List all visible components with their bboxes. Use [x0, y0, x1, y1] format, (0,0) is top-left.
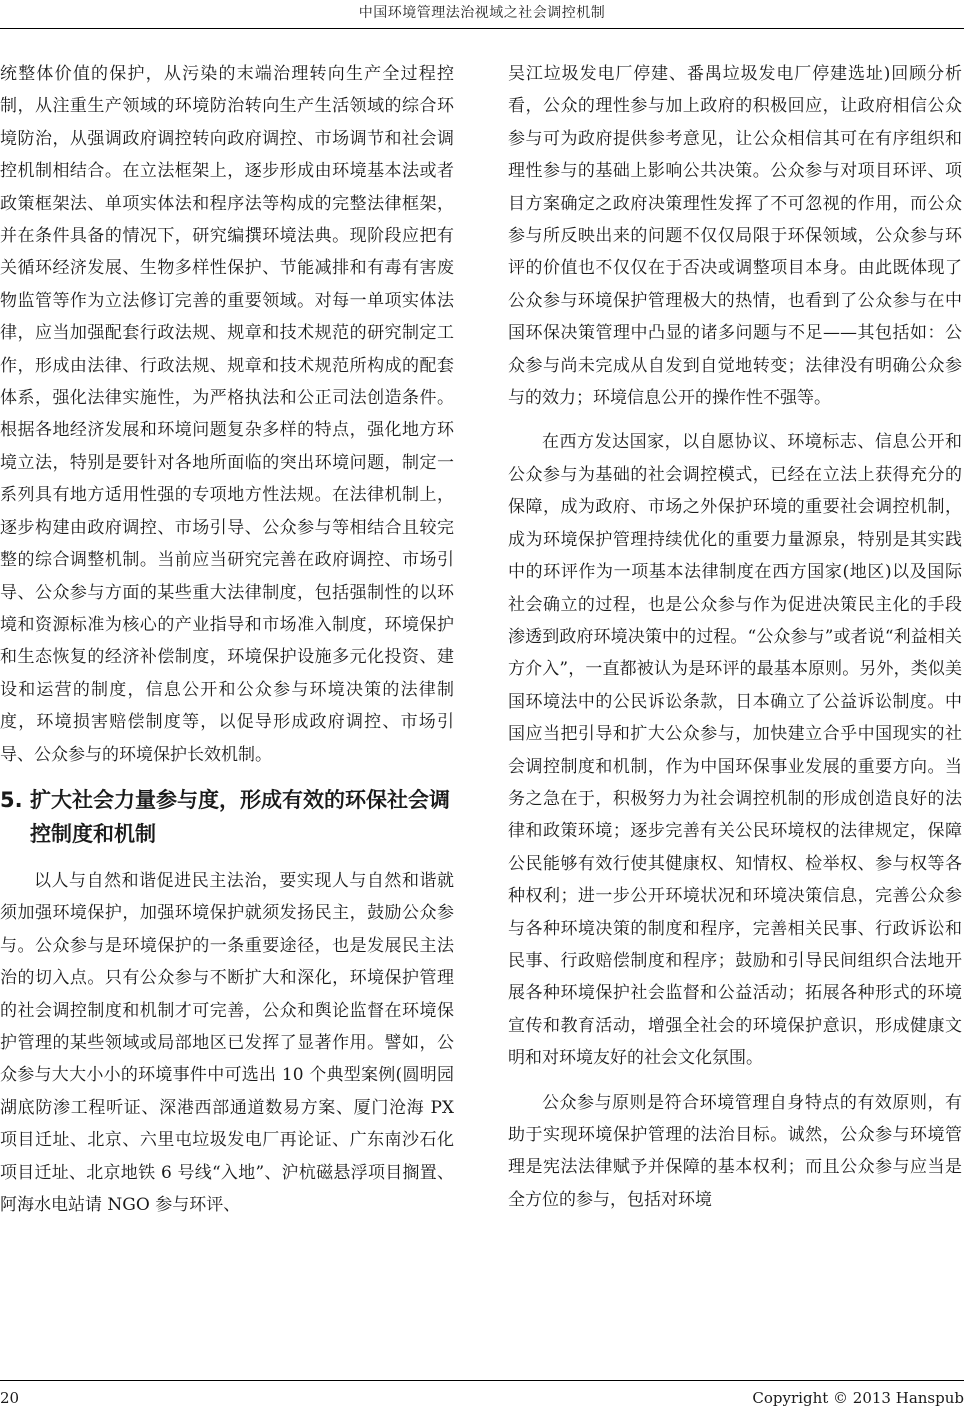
left-column [0, 58, 454, 1368]
left-paragraph-continued: 统整体价值的保护，从污染的末端治理转向生产全过程控制，从注重生产领域的环境防治转向生产生活领域的综合环境防治，从强调政府调控转向政府调控、市场调节和社会调控机制相结合。在立法框架上，逐步形成由环境基本法或者政策框架法、单项实体法和程序法等构成的完整法律框架，并在条件具备的情况下，研究编撰环境法典。现阶段应把有关循环经济发展、生物多样性保护、节能减排和有毒有害废物监管等作为立法修订完善的重要领域。对每一单项实体法律，应当加强配套行政法规、规章和技术规范的研究制定工作，形成由法律、行政法规、规章和技术规范所构成的配套体系，强化法律实施性，为严格执法和公正司法创造条件。根据各地经济发展和环境问题复杂多样的特点，强化地方环境立法，特别是要针对各地所面临的突出环境问题，制定一系列具有地方适用性强的专项地方性法规。在法律机制上，逐步构建由政府调控、市场引导、公众参与等相结合且较完整的综合调整机制。当前应当研究完善在政府调控、市场引导、公众参与方面的某些重大法律制度，包括强制性的以环境和资源标准为核心的产业指导和市场准入制度，环境保护和生态恢复的经济补偿制度，环境保护设施多元化投资、建设和运营的制度，信息公开和公众参与环境决策的法律制度，环境损害赔偿制度等，以促导形成政府调控、市场引导、公众参与的环境保护长效机制。 [0, 64, 454, 765]
running-header: 中国环境管理法治视域之社会调控机制 [358, 5, 606, 21]
footer-divider [0, 1380, 964, 1381]
right-paragraph-public-participation: 公众参与原则是符合环境管理自身特点的有效原则，有助于实现环境保护管理的法治目标。诚然，公众参与环境管理是宪法法律赋予并保障的基本权利；而且公众参与应当是全方位的参与，包括对环境 [508, 1092, 962, 1210]
left-paragraph-section5: 以人与自然和谐促进民主法治，要实现人与自然和谐就须加强环境保护，加强环境保护就须发扬民主，鼓励公众参与。公众参与是环境保护的一条重要途径，也是发展民主法治的切入点。只有公众参与不断扩大和深化，环境保护管理的社会调控制度和机制才可完善，公众和舆论监督在环境保护管理的某些领域或局部地区已发挥了显著作用。譬如，公众参与大大小小的环境事件中可选出 10 个典型案例(圆明园湖底防渗工程听证、深港西部通道数易方案、厦门沧海 PX 项目迁址、北京、六里屯垃圾发电厂再论证、广东南沙石化项目迁址、北京地铁 6 号线“入地”、沪杭磁悬浮项目搁置、阿海水电站请 NGO 参与环评、 [0, 870, 454, 1215]
right-column [508, 58, 962, 1368]
right-paragraph-continued: 吴江垃圾发电厂停建、番禺垃圾发电厂停建选址)回顾分析看，公众的理性参与加上政府的积极回应，让政府相信公众参与可为政府提供参考意见，让公众相信其可在有序组织和理性参与的基础上影响公共决策。公众参与对项目环评、项目方案确定之政府决策理性发挥了不可忽视的作用，而公众参与所反映出来的问题不仅仅局限于环保领域，公众参与环评的价值也不仅仅在于否决或调整项目本身。由此既体现了公众参与环境保护管理极大的热情，也看到了公众参与在中国环保决策管理中凸显的诸多问题与不足——其包括如：公众参与尚未完成从自发到自觉地转变；法律没有明确公众参与的效力；环境信息公开的操作性不强等。 [508, 64, 962, 409]
section-heading [0, 783, 454, 851]
copyright-notice: Copyright © 2013 Hanspub [752, 1389, 964, 1407]
section-title: 扩大社会力量参与度，形成有效的环保社会调控制度和机制 [30, 787, 450, 846]
page-number: 20 [0, 1389, 20, 1407]
right-paragraph-western-countries: 在西方发达国家，以自愿协议、环境标志、信息公开和公众参与为基础的社会调控模式，已经在立法上获得充分的保障，成为政府、市场之外保护环境的重要社会调控机制，成为环境保护管理持续优化的重要力量源泉，特别是其实践中的环评作为一项基本法律制度在西方国家(地区)以及国际社会确立的过程，也是公众参与作为促进决策民主化的手段渗透到政府环境决策中的过程。“公众参与”或者说“利益相关方介入”，一直都被认为是环评的最基本原则。另外，类似美国环境法中的公民诉讼条款，日本确立了公益诉讼制度。中国应当把引导和扩大公众参与，加快建立合乎中国现实的社会调控制度和机制，作为中国环保事业发展的重要方向。当务之急在于，积极努力为社会调控机制的形成创造良好的法律和政策环境；逐步完善有关公民环境权的法律规定，保障公民能够有效行使其健康权、知情权、检举权、参与权等各种权利；进一步公开环境状况和环境决策信息，完善公众参与各种环境决策的制度和程序，完善相关民事、行政诉讼和民事、行政赔偿制度和程序；鼓励和引导民间组织合法地开展各种环境保护社会监督和公益活动；拓展各种形式的环境宣传和教育活动，增强全社会的环境保护意识，形成健康文明和对环境友好的社会文化氛围。 [508, 432, 962, 1069]
section-number: 5. [0, 787, 23, 812]
header-divider [0, 28, 964, 29]
